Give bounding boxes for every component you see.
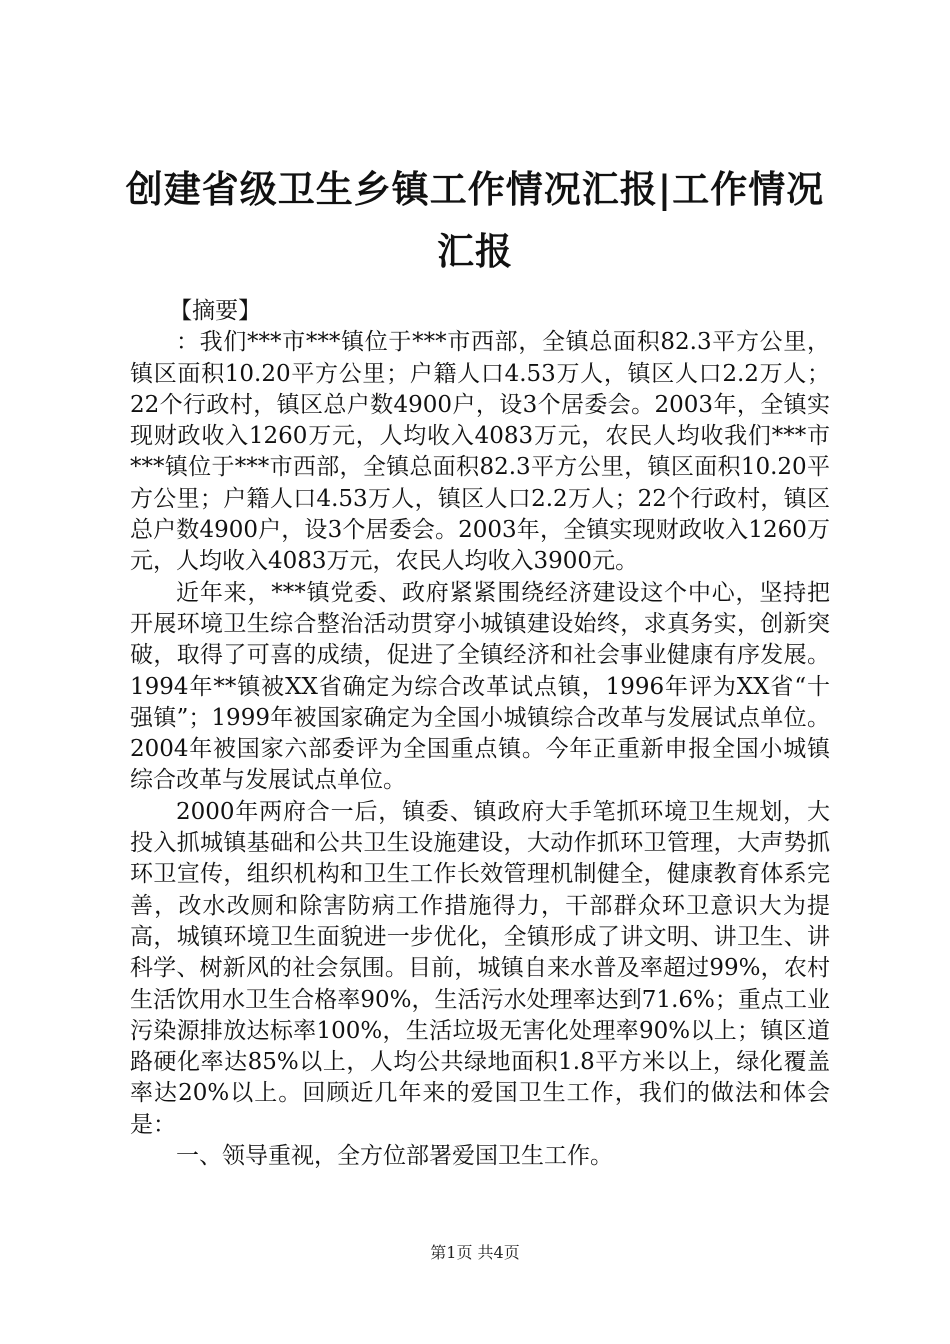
paragraph-3: 2000年两府合一后，镇委、镇政府大手笔抓环境卫生规划，大投入抓城镇基础和公共卫生设施建设，大动作抓环卫管理，大声势抓环卫宣传，组织机构和卫生工作长效管理机制健全，健康教育体系完善，改水改厕和除害防病工作措施得力，干部群众环卫意识大为提高，城镇环境卫生面貌进一步优化，全镇形成了讲文明、讲卫生、讲科学、树新风的社会氛围。目前，城镇自来水普及率超过99%，农村生活饮用水卫生合格率90%，生活污水处理率达到71.6%；重点工业污染源排放达标率100%，生活垃圾无害化处理率90%以上；镇区道路硬化率达85%以上，人均公共绿地面积1.8平方米以上，绿化覆盖率达20%以上。回顾近几年来的爱国卫生工作，我们的做法和体会是： — [130, 798, 830, 1138]
document-title: 创建省级卫生乡镇工作情况汇报|工作情况汇报 — [125, 167, 825, 273]
abstract-heading: 【摘要】 — [169, 298, 262, 324]
page-number-footer: 第1页 共4页 — [430, 1243, 520, 1262]
paragraph-2: 近年来，***镇党委、政府紧紧围绕经济建设这个中心，坚持把开展环境卫生综合整治活动贯穿小城镇建设始终，求真务实，创新突破，取得了可喜的成绩，促进了全镇经济和社会事业健康有序发展。1994年**镇被XX省确定为综合改革试点镇，1996年评为XX省“十强镇”；1999年被国家确定为全国小城镇综合改革与发展试点单位。2004年被国家六部委评为全国重点镇。今年正重新申报全国小城镇综合改革与发展试点单位。 — [130, 579, 830, 794]
document-body — [130, 296, 830, 1172]
paragraph-1: ：我们***市***镇位于***市西部，全镇总面积82.3平方公里，镇区面积10.20平方公里；户籍人口4.53万人，镇区人口2.2万人；22个行政村，镇区总户数4900户，设3个居委会。2003年，全镇实现财政收入1260万元，人均收入4083万元，农民人均收我们***市***镇位于***市西部，全镇总面积82.3平方公里，镇区面积10.20平方公里；户籍人口4.53万人，镇区人口2.2万人；22个行政村，镇区总户数4900户，设3个居委会。2003年，全镇实现财政收入1260万元，人均收入4083万元，农民人均收入3900元。 — [130, 329, 830, 575]
paragraph-4: 一、领导重视，全方位部署爱国卫生工作。 — [176, 1143, 613, 1170]
